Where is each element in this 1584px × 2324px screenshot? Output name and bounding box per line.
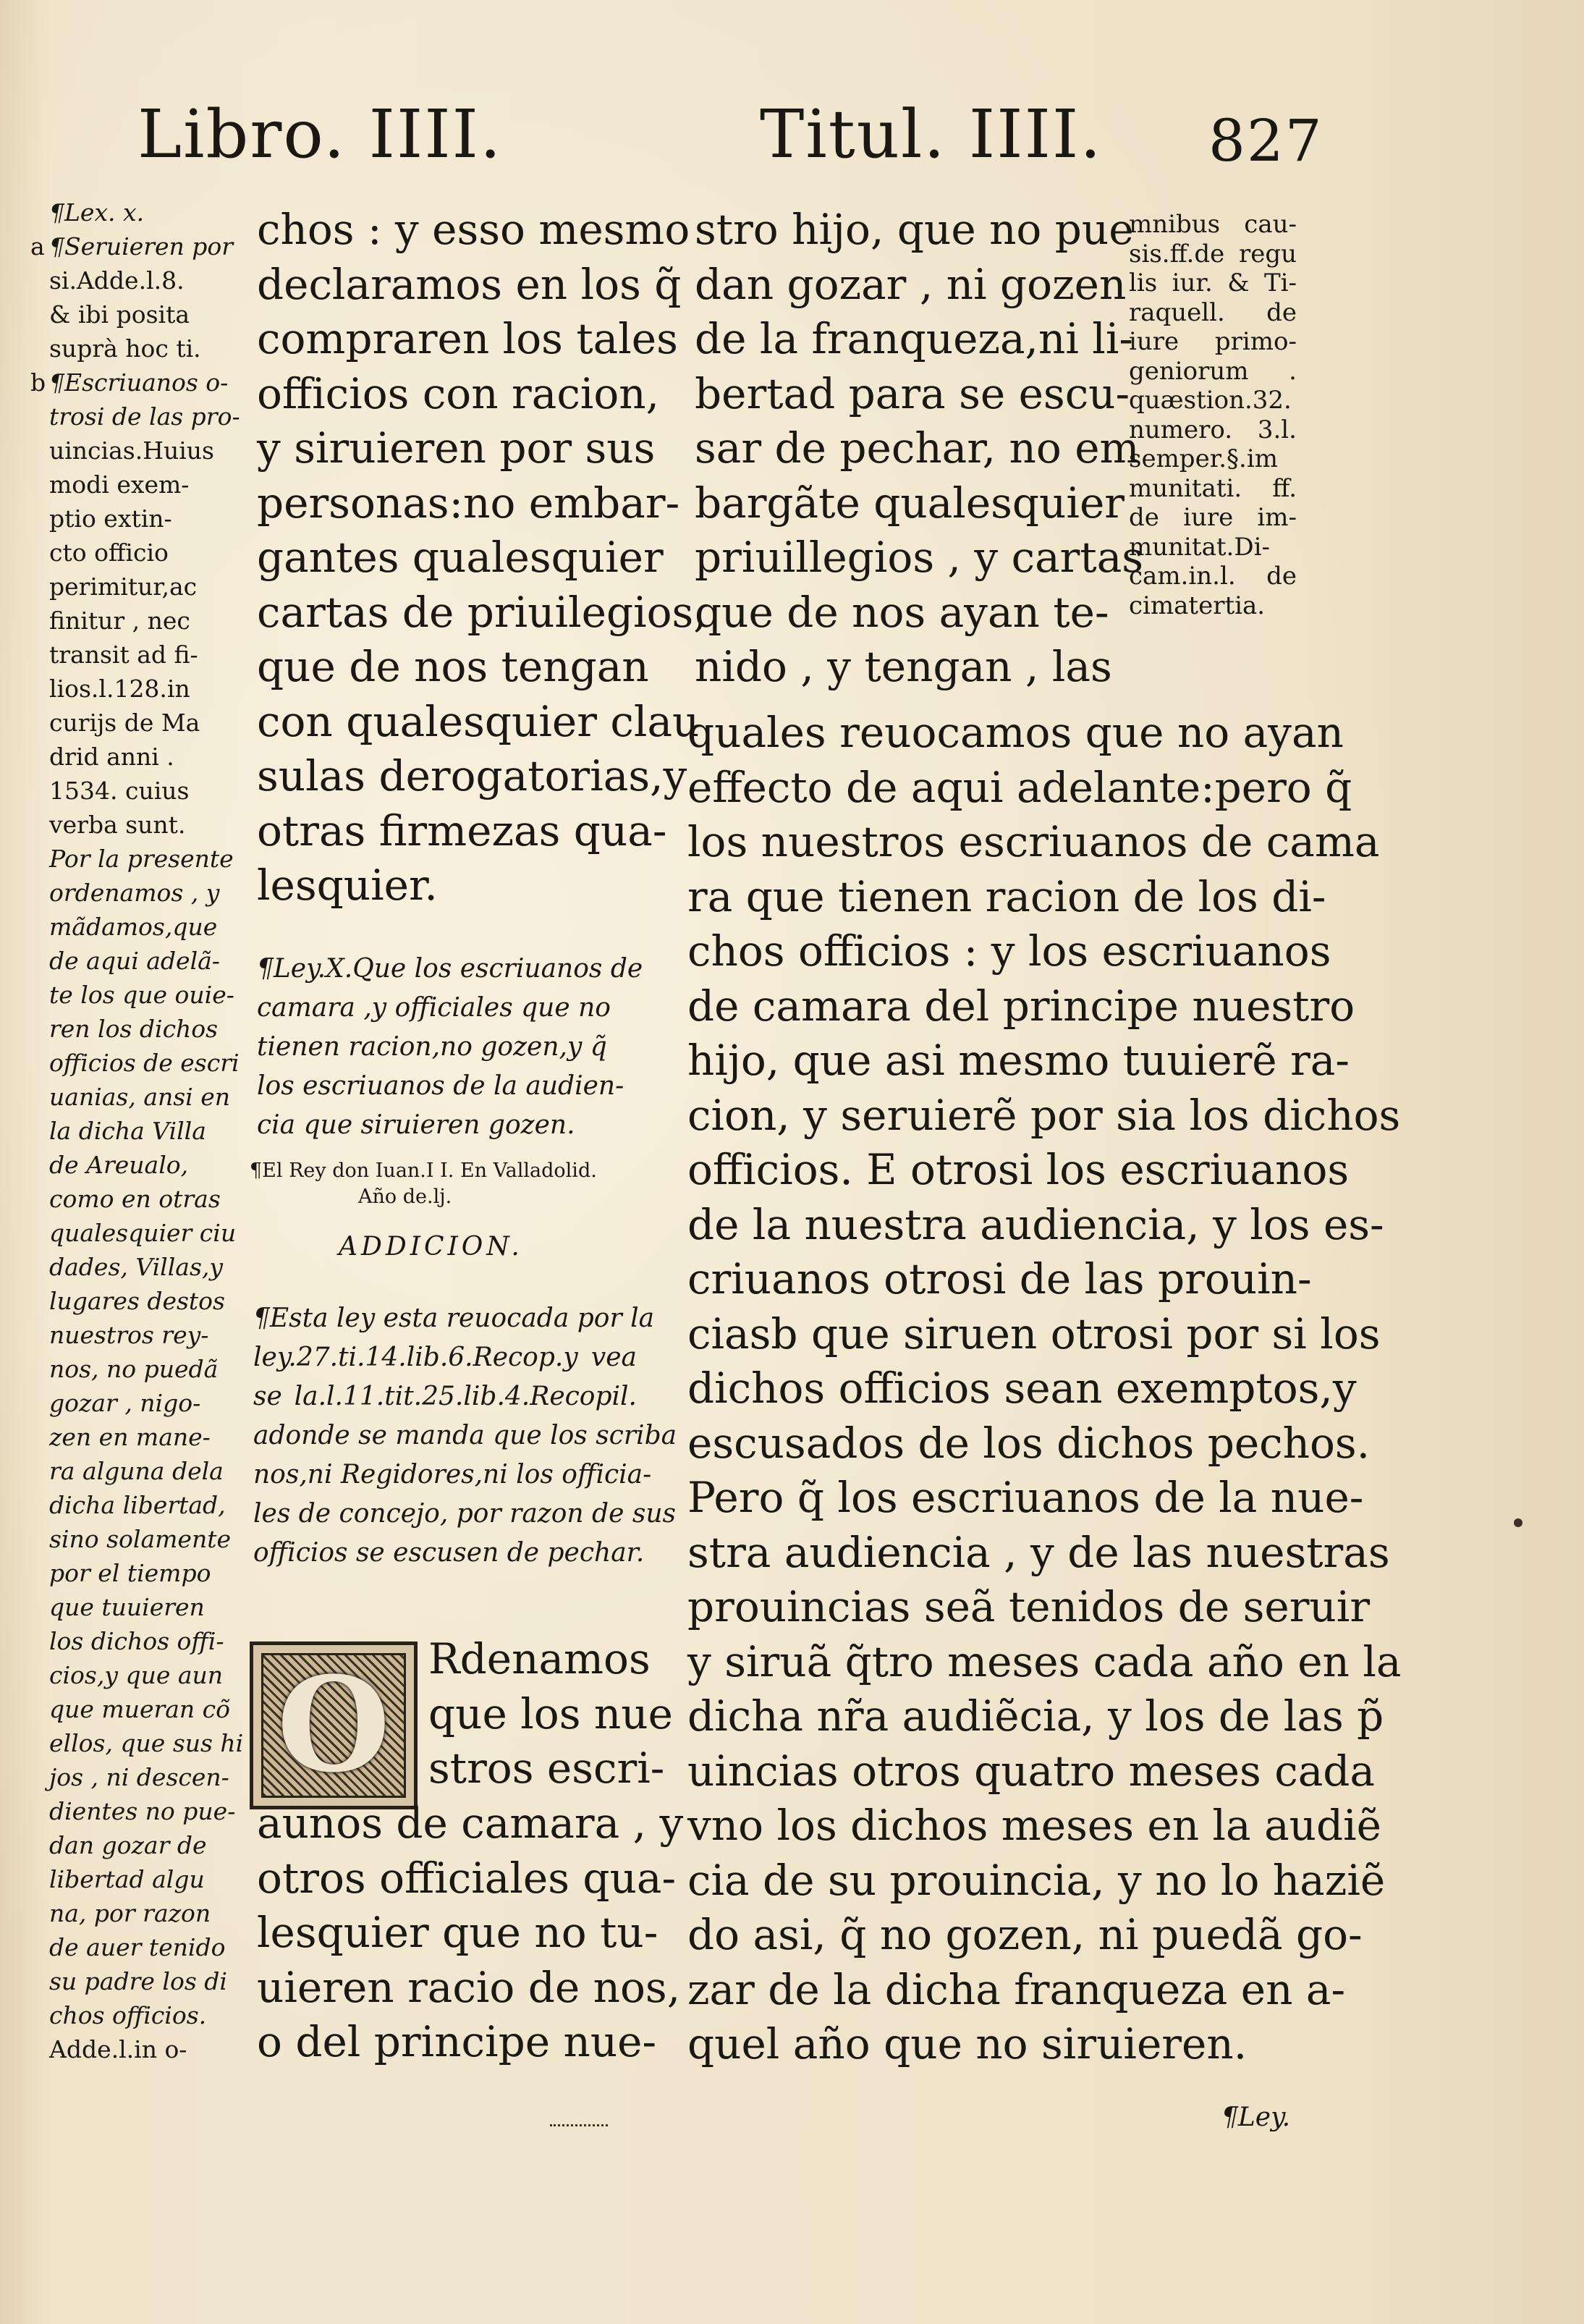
- margin-note-line: [30, 1692, 243, 1726]
- text-line: otras firmezas qua-: [257, 806, 667, 855]
- addicion-line: les de concejo, por razon de sus: [253, 1499, 676, 1529]
- text-line: que de nos ayan te-: [695, 587, 1109, 637]
- text-line: o del principe nue-: [257, 2017, 657, 2066]
- margin-note-text: de aqui adelã-: [49, 947, 220, 975]
- margin-note-text: la dicha Villa: [49, 1117, 206, 1145]
- text-line: dicha nr̃a audiẽcia, y los de las p̃: [687, 1691, 1384, 1741]
- gloss-line: raquell. de: [1129, 297, 1297, 327]
- citation-line: ¶El Rey don Iuan.I I. En Valladolid.: [250, 1159, 597, 1182]
- margin-note-line: [30, 604, 243, 638]
- margin-note-text: ¶Seruieren por: [49, 232, 234, 261]
- ink-spot: [1514, 1518, 1522, 1527]
- margin-note-line: [30, 876, 243, 910]
- margin-note-line: [30, 1046, 243, 1080]
- text-line: y siruã q̃tro meses cada año en la: [687, 1636, 1402, 1686]
- margin-note-line: [30, 1658, 243, 1692]
- text-line: sulas derogatorias,y: [257, 751, 687, 800]
- margin-note-text: dan gozar de: [49, 1831, 207, 1859]
- margin-note-line: [30, 1148, 243, 1182]
- text-line: aunos de camara , y: [257, 1799, 684, 1848]
- margin-note-text: dades, Villas,y: [49, 1253, 224, 1281]
- margin-note-line: [30, 195, 243, 229]
- text-line: ra que tienen racion de los di-: [687, 871, 1326, 921]
- text-line: priuillegios , y cartas: [695, 533, 1144, 582]
- margin-note-line: [30, 263, 243, 297]
- text-line: chos : y esso mesmo: [257, 205, 690, 254]
- margin-note-text: de Areualo,: [49, 1151, 189, 1179]
- margin-note-line: [30, 1250, 243, 1284]
- margin-note-line: [30, 365, 243, 400]
- margin-note-text: si.Adde.l.8.: [49, 266, 185, 295]
- law-citation: [250, 1158, 640, 1210]
- margin-note-line: [30, 1386, 243, 1420]
- text-line: que de nos tengan: [257, 642, 649, 691]
- text-line: personas:no embar-: [257, 478, 680, 528]
- text-line: con qualesquier clau: [257, 696, 700, 746]
- margin-note-line: [30, 400, 243, 434]
- addicion-text: [253, 1299, 677, 1573]
- margin-note-line: [30, 740, 243, 774]
- margin-note-line: [30, 468, 243, 502]
- column-1-text-top: [257, 203, 707, 913]
- margin-note-text: ¶Lex. x.: [49, 198, 145, 227]
- text-line: que los nue: [428, 1689, 673, 1738]
- text-line: stra audiencia , y de las nuestras: [687, 1527, 1390, 1577]
- text-line: do asi, q̃ no gozen, ni puedã go-: [687, 1910, 1363, 1959]
- text-line: dan gozar , ni gozen: [695, 259, 1127, 309]
- margin-note-text: de auer tenido: [49, 1933, 226, 1961]
- text-line: hijo, que asi mesmo tuuierẽ ra-: [687, 1036, 1350, 1085]
- margin-note-text: 1534. cuius: [49, 777, 190, 805]
- text-line: declaramos en los q̃: [257, 259, 682, 309]
- margin-note-text: dicha libertad,: [49, 1491, 226, 1519]
- margin-note-text: zen en mane-: [49, 1423, 211, 1451]
- text-line: y siruieren por sus: [257, 423, 656, 473]
- margin-note-text: nuestros rey-: [49, 1321, 209, 1349]
- margin-note-text: lios.l.128.in: [49, 675, 190, 703]
- text-line: uincias otros quatro meses cada: [687, 1746, 1375, 1796]
- text-line: otros officiales qua-: [257, 1853, 677, 1903]
- margin-note-line: [30, 944, 243, 978]
- margin-note-line: [30, 1318, 243, 1352]
- text-line: prouincias seã tenidos de seruir: [687, 1582, 1371, 1631]
- initial-letter: O: [276, 1649, 391, 1801]
- page-number: 827: [1208, 107, 1323, 174]
- text-line: chos officios : y los escriuanos: [687, 926, 1331, 976]
- gloss-line: iure primo-: [1129, 327, 1297, 356]
- margin-note-text: que tuuieren: [49, 1593, 205, 1621]
- margin-note-text: & ibi posita: [49, 300, 190, 329]
- margin-note-text: verba sunt.: [49, 811, 186, 839]
- gloss-line: de iure im-: [1129, 503, 1297, 532]
- text-line: de la franqueza,ni li-: [695, 314, 1133, 363]
- margin-note-line: [30, 331, 243, 365]
- column-2-text-top: [695, 203, 1144, 695]
- text-line: nido , y tengan , las: [695, 642, 1112, 691]
- margin-note-text: mãdamos,que: [49, 913, 218, 941]
- margin-note-line: [30, 1182, 243, 1216]
- margin-note-line: [30, 502, 243, 536]
- text-line: effecto de aqui adelante:pero q̃: [687, 762, 1352, 812]
- margin-note-line: [30, 910, 243, 944]
- law-title-line: tienen racion,no gozen,y q̃: [257, 1032, 607, 1062]
- gloss-line: cam.in.l. de: [1129, 562, 1297, 591]
- margin-note-text: dientes no pue-: [49, 1797, 236, 1825]
- gloss-line: munitati. ff.: [1129, 473, 1297, 503]
- margin-note-line: [30, 1556, 243, 1590]
- margin-note-text: perimitur,ac: [49, 572, 198, 601]
- text-line: ciasb que siruen otrosi por si los: [687, 1309, 1381, 1359]
- gloss-line: lis iur. & Ti-: [1129, 269, 1297, 297]
- margin-note-text: uanias, ansi en: [49, 1083, 231, 1111]
- text-line: escusados de los dichos pechos.: [687, 1418, 1371, 1468]
- margin-note-text: ellos, que sus hi: [49, 1729, 244, 1757]
- text-line: dichos officios sean exemptos,y: [687, 1364, 1357, 1413]
- column-2-text-bottom: [687, 706, 1402, 2072]
- margin-note-text: na, por razon: [49, 1899, 211, 1927]
- text-line: sar de pechar, no em: [695, 423, 1140, 473]
- margin-note-text: te los que ouie-: [49, 981, 234, 1009]
- text-line: lesquier que no tu-: [257, 1908, 658, 1957]
- margin-note-line: [30, 1522, 243, 1556]
- text-line: officios. E otrosi los escriuanos: [687, 1145, 1350, 1194]
- margin-note-text: que mueran cõ: [49, 1695, 231, 1723]
- margin-note-line: [30, 1352, 243, 1386]
- text-line: cartas de priuilegios,: [257, 587, 707, 637]
- margin-note-text: los dichos offi-: [49, 1627, 224, 1655]
- margin-note-line: [30, 978, 243, 1012]
- margin-note-text: libertad algu: [49, 1865, 205, 1893]
- rule-ornament: [550, 2124, 608, 2132]
- right-inset-gloss: [1129, 210, 1297, 620]
- margin-note-text: ordenamos , y: [49, 879, 220, 907]
- margin-note-line: [30, 842, 243, 876]
- initial-ornament: [261, 1649, 406, 1801]
- addicion-line: adonde se manda que los scriba: [253, 1421, 677, 1450]
- margin-note-line: [30, 297, 243, 331]
- text-line: quel año que no siruieren.: [687, 2019, 1248, 2069]
- margin-note-line: [30, 536, 243, 570]
- margin-note-text: officios de escri: [49, 1049, 240, 1077]
- margin-note-line: [30, 1726, 243, 1760]
- margin-note-line: [30, 1420, 243, 1454]
- margin-note-text: modi exem-: [49, 470, 190, 499]
- text-line: de la nuestra audiencia, y los es-: [687, 1199, 1384, 1249]
- decorated-initial: [250, 1641, 418, 1809]
- margin-note-text: transit ad fi-: [49, 641, 198, 669]
- note-marker: b: [30, 368, 46, 397]
- margin-note-line: [30, 570, 243, 604]
- margin-note-line: [30, 1760, 243, 1794]
- margin-note-line: [30, 1828, 243, 1862]
- margin-note-line: [30, 1624, 243, 1658]
- text-line: criuanos otrosi de las prouin-: [687, 1254, 1312, 1303]
- margin-note-line: [30, 1284, 243, 1318]
- text-line: bertad para se escu-: [695, 368, 1130, 418]
- catchword: ¶Ley.: [1221, 2103, 1291, 2132]
- law-title-line: ¶Ley.X.Que los escriuanos de: [257, 954, 643, 984]
- margin-note-text: qualesquier ciu: [49, 1219, 237, 1247]
- gloss-line: numero. 3.l.: [1129, 415, 1297, 444]
- text-line: cia de su prouincia, y no lo haziẽ: [687, 1855, 1386, 1905]
- margin-note-line: [30, 808, 243, 842]
- gloss-line: mnibus cau-: [1129, 210, 1297, 239]
- margin-note-line: [30, 774, 243, 808]
- addicion-heading: ADDICION.: [339, 1232, 523, 1262]
- margin-note-text: nos, no puedã: [49, 1355, 219, 1383]
- margin-note-line: [30, 1080, 243, 1114]
- addicion-line: officios se escusen de pechar.: [253, 1538, 645, 1568]
- margin-note-line: [30, 2032, 243, 2066]
- addicion-line: ley.27.ti.14.lib.6.Recop.y vea: [253, 1343, 637, 1372]
- citation-line: Año de.lj.: [358, 1186, 452, 1208]
- text-line: stros escri-: [428, 1744, 665, 1793]
- text-line: compraren los tales: [257, 314, 678, 363]
- margin-note-line: [30, 1896, 243, 1930]
- left-margin-gloss: [30, 195, 243, 2066]
- law-title-line: cia que siruieren gozen.: [257, 1110, 575, 1140]
- margin-note-text: chos officios.: [49, 2001, 207, 2029]
- law-title-line: los escriuanos de la audien-: [257, 1071, 624, 1101]
- text-line: gantes qualesquier: [257, 533, 664, 582]
- margin-note-line: [30, 1794, 243, 1828]
- margin-note-text: cios,y que aun: [49, 1661, 224, 1689]
- margin-note-text: finitur , nec: [49, 607, 190, 635]
- margin-note-text: suprà hoc ti.: [49, 334, 201, 363]
- margin-note-line: [30, 1964, 243, 1998]
- gloss-line: munitat.Di-: [1129, 532, 1270, 562]
- text-line: los nuestros escriuanos de cama: [687, 817, 1380, 866]
- text-line: vno los dichos meses en la audiẽ: [687, 1801, 1382, 1850]
- law-title-line: camara ,y officiales que no: [257, 993, 611, 1023]
- margin-note-text: sino solamente: [49, 1525, 231, 1553]
- margin-note-text: ra alguna dela: [49, 1457, 224, 1485]
- margin-note-text: jos , ni descen-: [49, 1763, 229, 1791]
- column-1-initial-lines: [428, 1632, 673, 1796]
- text-line: quales reuocamos que no ayan: [687, 708, 1344, 757]
- margin-note-text: drid anni .: [49, 743, 174, 771]
- margin-note-line: [30, 1488, 243, 1522]
- margin-note-text: como en otras: [49, 1185, 221, 1213]
- margin-note-text: cto officio: [49, 538, 169, 567]
- margin-note-text: lugares destos: [49, 1287, 225, 1315]
- note-marker: a: [30, 232, 45, 261]
- margin-note-line: [30, 1862, 243, 1896]
- margin-note-text: por el tiempo: [49, 1559, 211, 1587]
- addicion-line: nos,ni Regidores,ni los officia-: [253, 1460, 652, 1490]
- gloss-line: sis.ff.de regu: [1129, 239, 1297, 269]
- law-title: [257, 950, 643, 1145]
- text-line: cion, y seruierẽ por sia los dichos: [687, 1090, 1401, 1140]
- margin-note-line: [30, 1216, 243, 1250]
- margin-note-text: Adde.l.in o-: [49, 2035, 187, 2063]
- gloss-line: quæstion.32.: [1129, 386, 1292, 415]
- gloss-line: geniorum .: [1129, 356, 1297, 386]
- margin-note-text: ¶Escriuanos o-: [49, 368, 229, 397]
- gloss-line: semper.§.im: [1129, 444, 1278, 473]
- text-line: stro hijo, que no pue: [695, 205, 1134, 254]
- text-line: Rdenamos: [428, 1634, 651, 1683]
- margin-note-line: [30, 229, 243, 263]
- gloss-line: cimatertia.: [1129, 591, 1266, 620]
- margin-note-text: su padre los di: [49, 1967, 227, 1995]
- text-line: officios con racion,: [257, 368, 660, 418]
- margin-note-text: ptio extin-: [49, 504, 172, 533]
- margin-note-line: [30, 672, 243, 706]
- margin-note-text: ren los dichos: [49, 1015, 219, 1043]
- text-line: lesquier.: [257, 861, 438, 910]
- margin-note-line: [30, 1998, 243, 2032]
- margin-note-text: gozar , nigo-: [49, 1389, 201, 1417]
- running-head-book: Libro. IIII.: [137, 96, 503, 173]
- text-line: zar de la dicha franqueza en a-: [687, 1964, 1346, 2014]
- margin-note-line: [30, 1114, 243, 1148]
- margin-note-line: [30, 1930, 243, 1964]
- running-head-title: Titul. IIII.: [760, 96, 1103, 173]
- margin-note-line: [30, 638, 243, 672]
- addicion-line: ¶Esta ley esta reuocada por la: [253, 1303, 655, 1333]
- addicion-line: se la.l.11.tit.25.lib.4.Recopil.: [253, 1382, 637, 1411]
- text-line: uieren racio de nos,: [257, 1962, 681, 2012]
- text-line: Pero q̃ los escriuanos de la nue-: [687, 1473, 1364, 1522]
- margin-note-text: trosi de las pro-: [49, 402, 240, 431]
- margin-note-line: [30, 1454, 243, 1488]
- margin-note-text: curijs de Ma: [49, 709, 200, 737]
- margin-note-text: Por la presente: [49, 845, 234, 873]
- column-1-text-bottom: [257, 1796, 684, 2070]
- margin-note-line: [30, 1590, 243, 1624]
- margin-note-line: [30, 1012, 243, 1046]
- margin-note-text: uincias.Huius: [49, 436, 214, 465]
- margin-note-line: [30, 434, 243, 468]
- text-line: bargãte qualesquier: [695, 478, 1125, 528]
- text-line: de camara del principe nuestro: [687, 981, 1355, 1031]
- margin-note-line: [30, 706, 243, 740]
